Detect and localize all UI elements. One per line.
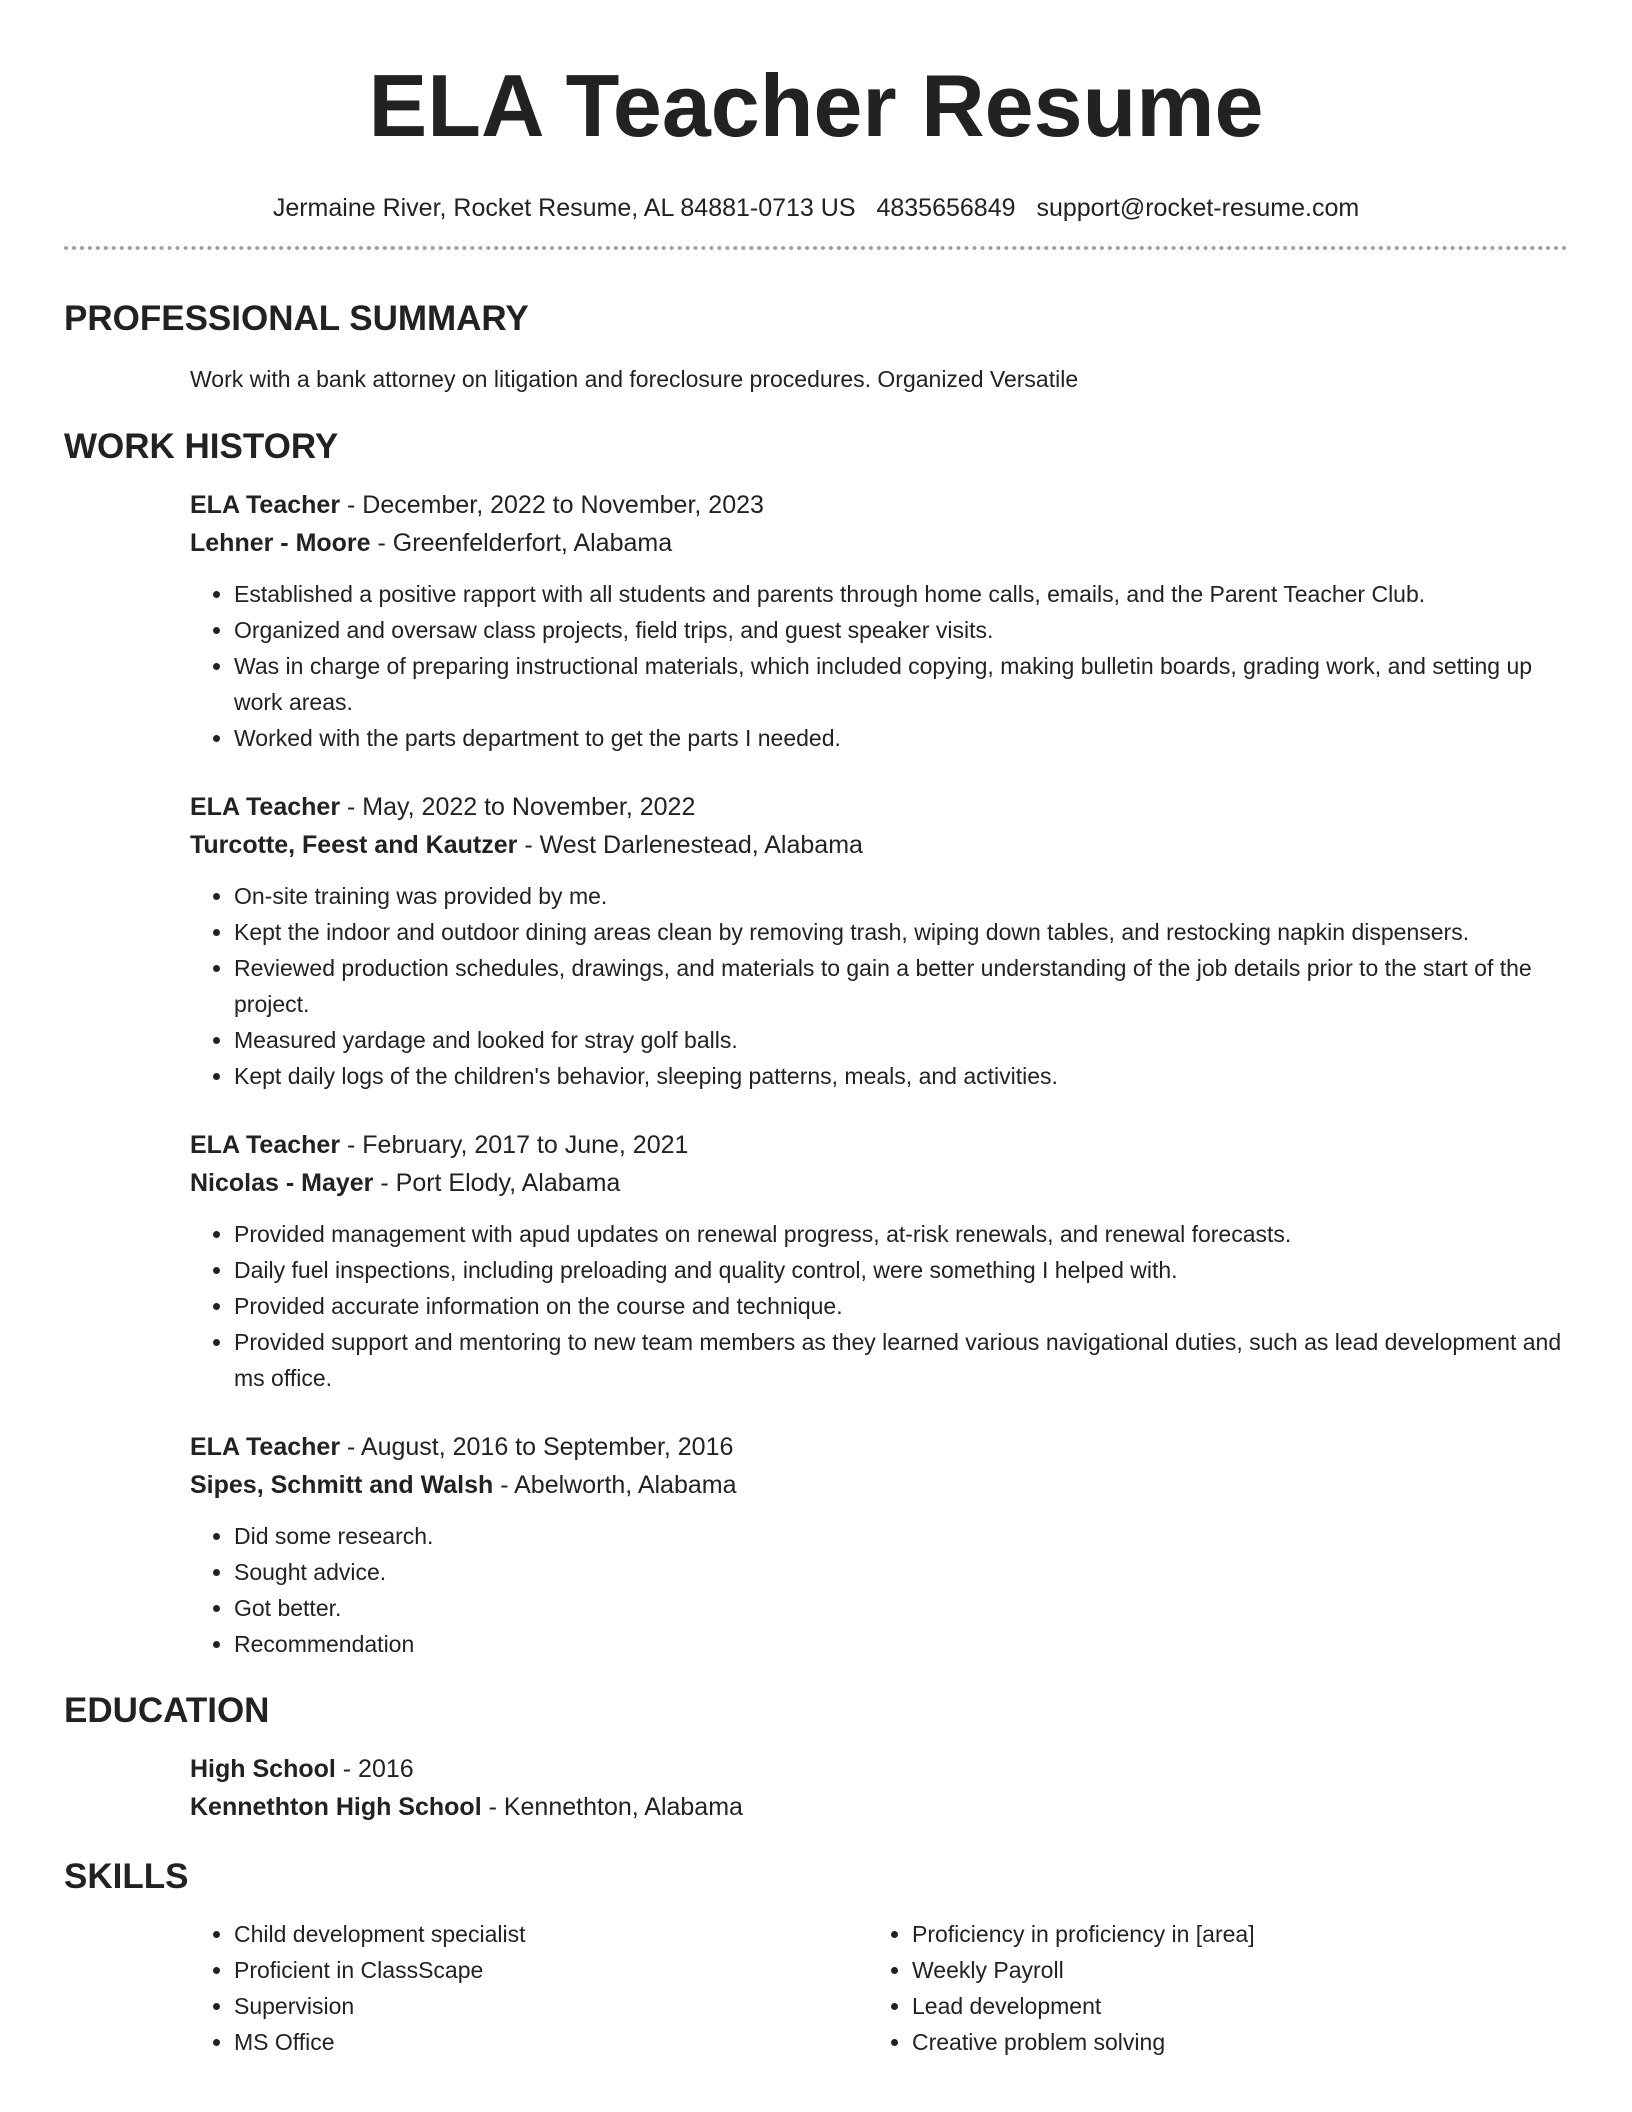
work-history-heading: WORK HISTORY <box>64 427 339 466</box>
job-entry <box>190 486 1568 756</box>
work-history-section <box>64 426 1568 1662</box>
job-title: ELA Teacher <box>190 1131 341 1159</box>
list-item: • Provided management with apud updates on renewal progress, at-risk renewals, and renewal forecasts. <box>234 1216 1568 1252</box>
education-degree-line <box>190 1750 1568 1788</box>
list-item: • Kept daily logs of the children's behavior, sleeping patterns, meals, and activities. <box>234 1058 1568 1094</box>
page-title: ELA Teacher Resume <box>368 56 1264 155</box>
list-item: • Provided support and mentoring to new team members as they learned various navigational duties, such as lead development and ms office. <box>234 1324 1568 1396</box>
job-entry <box>190 1428 1568 1662</box>
education-degree: High School <box>190 1755 336 1783</box>
contact-line <box>64 192 1568 224</box>
contact-email: support@rocket-resume.com <box>1036 194 1360 222</box>
summary-heading: PROFESSIONAL SUMMARY <box>64 299 529 338</box>
list-item: • Recommendation <box>234 1626 1568 1662</box>
job-duties <box>190 576 1568 756</box>
header-divider <box>64 246 1568 250</box>
job-title-line <box>190 1126 1568 1164</box>
skills-list-right <box>868 1916 1546 2060</box>
skills-heading: SKILLS <box>64 1857 189 1896</box>
list-item: • Organized and oversaw class projects, field trips, and guest speaker visits. <box>234 612 1568 648</box>
job-company-line <box>190 1164 1568 1202</box>
summary-text: Work with a bank attorney on litigation and foreclosure procedures. Organized Versatile <box>190 366 1079 392</box>
job-company: Sipes, Schmitt and Walsh <box>190 1471 494 1499</box>
list-item: • Measured yardage and looked for stray golf balls. <box>234 1022 1568 1058</box>
list-item: • Weekly Payroll <box>912 1952 1546 1988</box>
education-year: - 2016 <box>335 1755 414 1783</box>
job-title: ELA Teacher <box>190 491 341 519</box>
summary-section <box>64 298 1568 394</box>
list-item: • Sought advice. <box>234 1554 1568 1590</box>
list-item: • Kept the indoor and outdoor dining areas clean by removing trash, wiping down tables, and restocking napkin dispensers. <box>234 914 1568 950</box>
contact-phone: 4835656849 <box>876 194 1016 222</box>
skills-section <box>64 1856 1568 2060</box>
job-company: Turcotte, Feest and Kautzer <box>190 831 518 859</box>
list-item: • Provided accurate information on the course and technique. <box>234 1288 1568 1324</box>
job-title-line <box>190 1428 1568 1466</box>
job-location: - Abelworth, Alabama <box>493 1471 737 1499</box>
education-heading: EDUCATION <box>64 1691 270 1730</box>
list-item: • On-site training was provided by me. <box>234 878 1568 914</box>
list-item: • Proficient in ClassScape <box>234 1952 868 1988</box>
job-dates: - February, 2017 to June, 2021 <box>340 1131 689 1159</box>
job-dates: - May, 2022 to November, 2022 <box>340 793 696 821</box>
job-title-line <box>190 486 1568 524</box>
job-company-line <box>190 1466 1568 1504</box>
resume-header <box>64 0 1568 224</box>
education-school-line <box>190 1788 1568 1826</box>
job-title: ELA Teacher <box>190 1433 341 1461</box>
job-company: Lehner - Moore <box>190 529 371 557</box>
list-item: • Supervision <box>234 1988 868 2024</box>
contact-address: Jermaine River, Rocket Resume, AL 84881-0713 US <box>272 194 856 222</box>
job-entry <box>190 788 1568 1094</box>
job-company: Nicolas - Mayer <box>190 1169 374 1197</box>
list-item: • Proficiency in proficiency in [area] <box>912 1916 1546 1952</box>
list-item: • Got better. <box>234 1590 1568 1626</box>
education-school: Kennethton High School <box>190 1793 482 1821</box>
job-location: - West Darlenestead, Alabama <box>517 831 863 859</box>
education-section <box>64 1690 1568 1826</box>
job-location: - Greenfelderfort, Alabama <box>370 529 673 557</box>
job-duties <box>190 1216 1568 1396</box>
job-location: - Port Elody, Alabama <box>373 1169 621 1197</box>
job-company-line <box>190 826 1568 864</box>
list-item: • Worked with the parts department to get the parts I needed. <box>234 720 1568 756</box>
list-item: • Lead development <box>912 1988 1546 2024</box>
list-item: • Established a positive rapport with all students and parents through home calls, emails, and the Parent Teacher Club. <box>234 576 1568 612</box>
education-location: - Kennethton, Alabama <box>481 1793 743 1821</box>
job-company-line <box>190 524 1568 562</box>
list-item: • Did some research. <box>234 1518 1568 1554</box>
list-item: • Was in charge of preparing instructional materials, which included copying, making bulletin boards, grading work, and setting up work areas. <box>234 648 1568 720</box>
job-title-line <box>190 788 1568 826</box>
skills-grid <box>190 1916 1568 2060</box>
job-dates: - August, 2016 to September, 2016 <box>340 1433 734 1461</box>
skills-list-left <box>190 1916 868 2060</box>
job-dates: - December, 2022 to November, 2023 <box>340 491 764 519</box>
list-item: • MS Office <box>234 2024 868 2060</box>
list-item: • Daily fuel inspections, including preloading and quality control, were something I helped with. <box>234 1252 1568 1288</box>
job-entry <box>190 1126 1568 1396</box>
list-item: • Reviewed production schedules, drawings, and materials to gain a better understanding of the job details prior to the start of the project. <box>234 950 1568 1022</box>
job-duties <box>190 1518 1568 1662</box>
list-item: • Creative problem solving <box>912 2024 1546 2060</box>
job-title: ELA Teacher <box>190 793 341 821</box>
list-item: • Child development specialist <box>234 1916 868 1952</box>
job-duties <box>190 878 1568 1094</box>
